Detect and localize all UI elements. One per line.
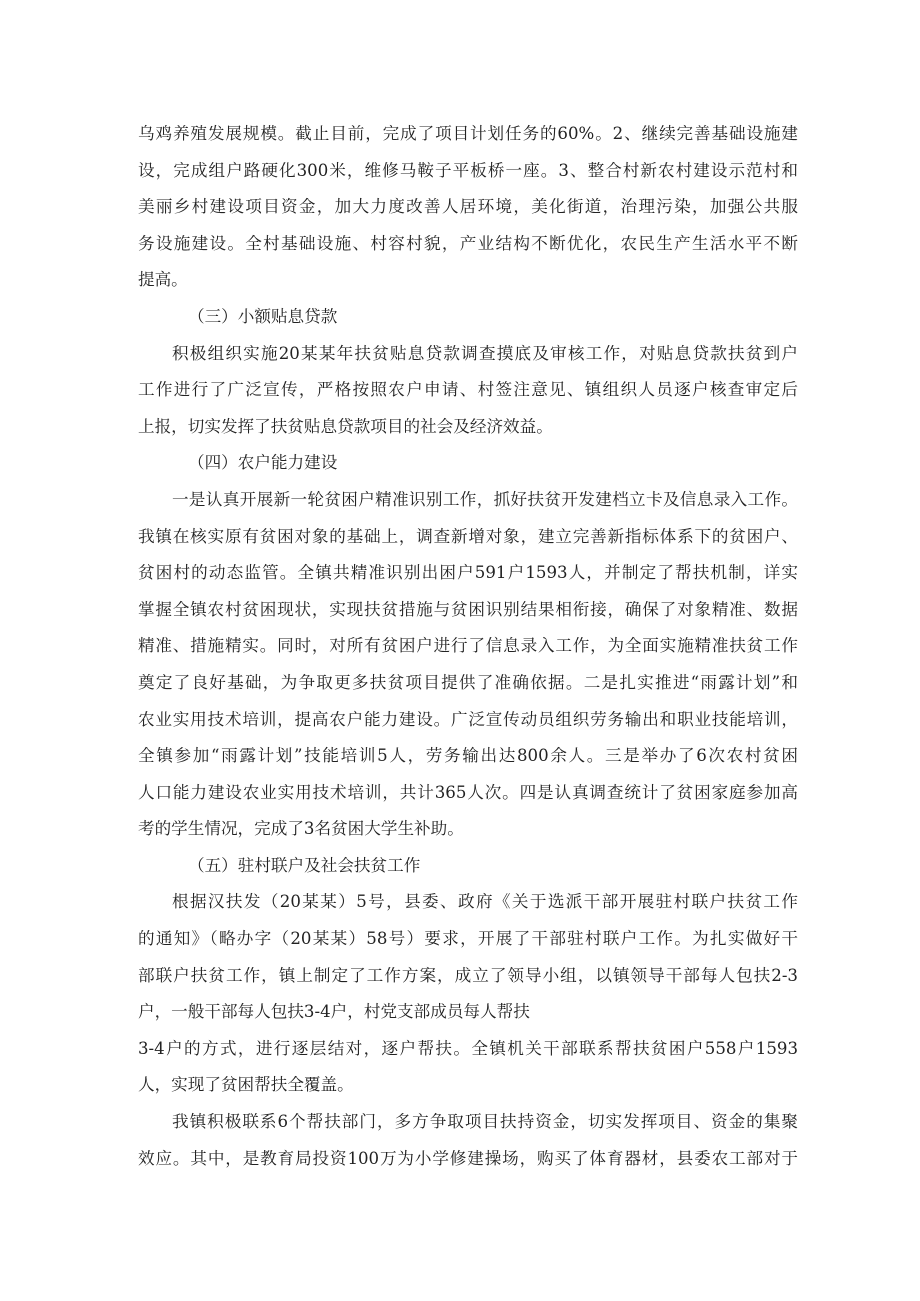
text-line: 积极组织实施20某某年扶贫贴息贷款调查摸底及审核工作，对贴息贷款扶贫到户: [172, 343, 798, 363]
text-line: 根据汉扶发（20某某）5号，县委、政府《关于选派干部开展驻村联户扶贫工作: [172, 892, 798, 912]
text-line: 精准、措施精实。同时，对所有贫困户进行了信息录入工作，为全面实施精准扶贫工作: [138, 636, 798, 656]
paragraph-village-aid: [138, 884, 798, 1104]
document-body: [138, 116, 798, 1177]
paragraph-partner-departments: [138, 1104, 798, 1177]
text-line: 户，一般干部每人包扶3-4户，村党支部成员每人帮扶: [138, 1002, 530, 1022]
text-line: 设，完成组户路硬化300米，维修马鞍子平板桥一座。3、整合村新农村建设示范村和: [138, 160, 798, 180]
text-line: 奠定了良好基础，为争取更多扶贫项目提供了准确依据。二是扎实推进“雨露计划”和: [138, 672, 798, 692]
text-line: 提高。: [138, 270, 188, 290]
text-line: 全镇参加“雨露计划”技能培训5人，劳务输出达800余人。三是举办了6次农村贫困: [138, 746, 798, 766]
section-heading-capacity: （四）农户能力建设: [188, 453, 338, 473]
paragraph-loan: [138, 336, 798, 446]
text-line: 部联户扶贫工作，镇上制定了工作方案，成立了领导小组，以镇领导干部每人包扶2-3: [138, 965, 798, 985]
paragraph-infrastructure: [138, 116, 798, 299]
text-line: 美丽乡村建设项目资金，加大力度改善人居环境，美化街道，治理污染，加强公共服: [138, 197, 798, 217]
text-line: 的通知》（略办字（20某某）58号）要求，开展了干部驻村联户工作。为扎实做好干: [138, 929, 798, 949]
paragraph-capacity: [138, 482, 798, 848]
text-line: 3-4户的方式，进行逐层结对，逐户帮扶。全镇机关干部联系帮扶贫困户558户1593: [138, 1038, 798, 1058]
text-line: 考的学生情况，完成了3名贫困大学生补助。: [138, 819, 464, 839]
text-line: 上报，切实发挥了扶贫贴息贷款项目的社会及经济效益。: [138, 416, 553, 436]
text-line: 效应。其中，是教育局投资100万为小学修建操场，购买了体育器材，县委农工部对于: [138, 1148, 798, 1168]
text-line: 工作进行了广泛宣传，严格按照农户申请、村签注意见、镇组织人员逐户核查审定后: [138, 380, 798, 400]
text-line: 掌握全镇农村贫困现状，实现扶贫措施与贫困识别结果相衔接，确保了对象精准、数据: [138, 599, 798, 619]
text-line: 人，实现了贫困帮扶全覆盖。: [138, 1075, 354, 1095]
text-line: 我镇在核实原有贫困对象的基础上，调查新增对象，建立完善新指标体系下的贫困户、: [138, 526, 798, 546]
text-line: 我镇积极联系6个帮扶部门，多方争取项目扶持资金，切实发挥项目、资金的集聚: [172, 1112, 798, 1132]
section-heading-village-aid: （五）驻村联户及社会扶贫工作: [188, 855, 421, 875]
text-line: 乌鸡养殖发展规模。截止目前，完成了项目计划任务的60%。2、继续完善基础设施建: [138, 124, 798, 143]
text-line: 农业实用技术培训，提高农户能力建设。广泛宣传动员组织劳务输出和职业技能培训，: [138, 709, 798, 729]
text-line: 贫困村的动态监管。全镇共精准识别出困户591户1593人，并制定了帮扶机制，详实: [138, 563, 798, 583]
text-line: 一是认真开展新一轮贫困户精准识别工作，抓好扶贫开发建档立卡及信息录入工作。: [172, 489, 798, 509]
text-line: 人口能力建设农业实用技术培训，共计365人次。四是认真调查统计了贫困家庭参加高: [138, 782, 798, 802]
text-line: 务设施建设。全村基础设施、村容村貌，产业结构不断优化，农民生产生活水平不断: [138, 233, 798, 253]
section-heading-loan: （三）小额贴息贷款: [188, 306, 338, 326]
